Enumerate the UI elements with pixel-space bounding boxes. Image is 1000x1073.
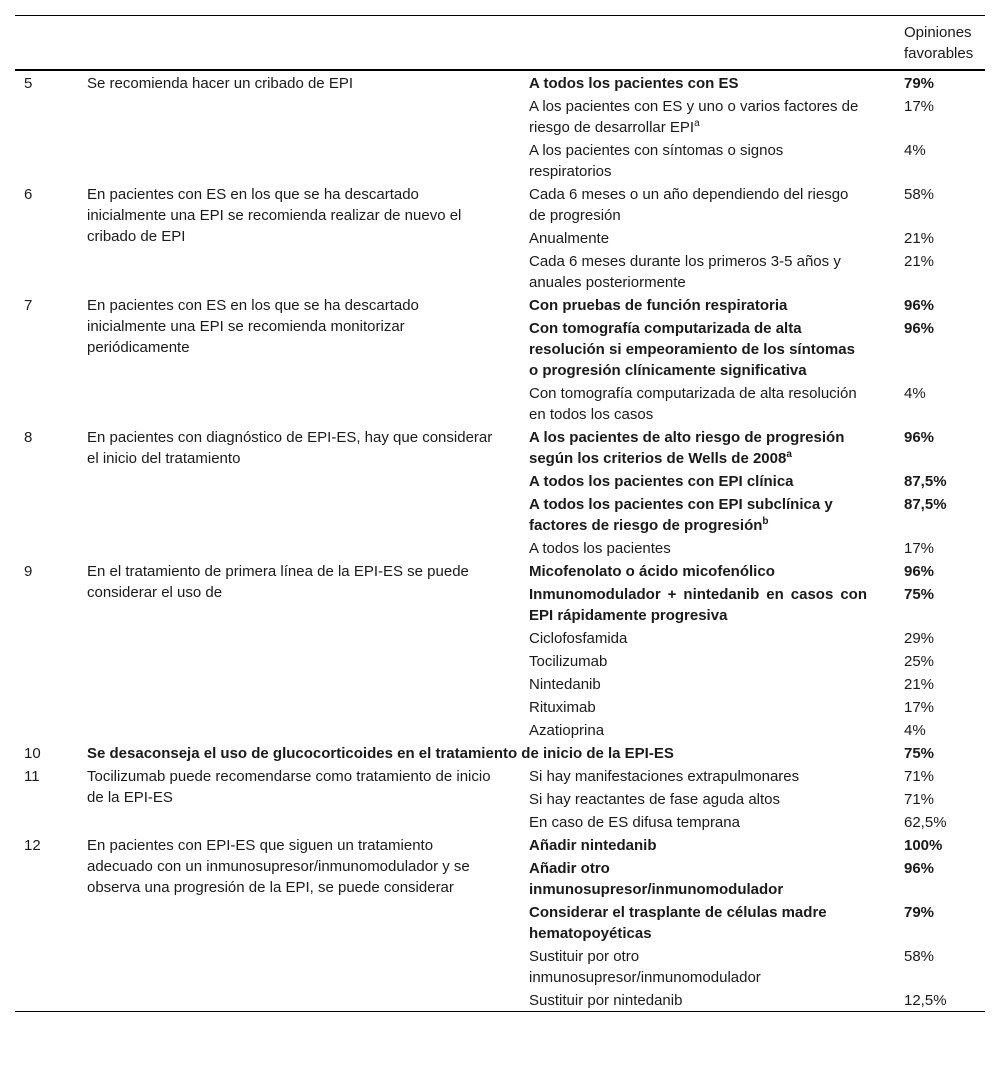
- consensus-table: [15, 15, 985, 1012]
- response-option: [529, 182, 897, 226]
- favorable-percent: 87,5%: [904, 496, 947, 513]
- favorable-percent: 21%: [904, 230, 935, 247]
- item-statement: En el tratamiento de primera línea de la EPI-ES se puede considerar el uso de: [87, 563, 469, 601]
- item-statement: Se desaconseja el uso de glucocorticoides en el tratamiento de inicio de la EPI-ES: [87, 745, 674, 762]
- item-statement: En pacientes con ES en los que se ha descartado inicialmente una EPI se recomienda monitorizar periódicamente: [87, 297, 419, 356]
- response-option: [529, 226, 897, 249]
- favorable-percent: 96%: [904, 563, 935, 580]
- item-number: 5: [24, 75, 33, 92]
- response-option: [529, 381, 897, 425]
- response-option-text: Con tomografía computarizada de alta resolución en todos los casos: [529, 385, 857, 423]
- response-option-text: Ciclofosfamida: [529, 630, 628, 647]
- response-option-text: Micofenolato o ácido micofenólico: [529, 563, 775, 580]
- response-option-text: Nintedanib: [529, 676, 601, 693]
- header-percent: [897, 16, 985, 71]
- favorable-percent: 25%: [904, 653, 935, 670]
- favorable-percent: 4%: [904, 142, 926, 159]
- response-option-text: A todos los pacientes con EPI subclínica y factores de riesgo de progresión: [529, 496, 833, 534]
- favorable-percent: 96%: [904, 860, 935, 877]
- header-statement: [87, 16, 529, 71]
- table-row: [15, 833, 985, 856]
- table-row: [15, 425, 985, 469]
- response-option: [529, 672, 897, 695]
- favorable-percent: 21%: [904, 253, 935, 270]
- favorable-percent: 21%: [904, 676, 935, 693]
- item-statement: En pacientes con EPI-ES que siguen un tratamiento adecuado con un inmunosupresor/inmunomodulador y se observa una progresión de la EPI, se puede considerar: [87, 837, 470, 896]
- favorable-percent: 96%: [904, 320, 935, 337]
- table-row: [15, 182, 985, 226]
- response-option-text: Con pruebas de función respiratoria: [529, 297, 788, 314]
- table-row: [15, 559, 985, 582]
- favorable-percent: 96%: [904, 429, 935, 446]
- response-option-text: Rituximab: [529, 699, 596, 716]
- header-row: [15, 16, 985, 71]
- favorable-percent: 96%: [904, 297, 935, 314]
- response-option-text: A los pacientes con ES y uno o varios factores de riesgo de desarrollar EPI: [529, 98, 859, 136]
- response-option-text: Azatioprina: [529, 722, 605, 739]
- table-row: [15, 741, 985, 764]
- favorable-percent: 29%: [904, 630, 935, 647]
- table-header: [15, 16, 985, 71]
- item-statement: Se recomienda hacer un cribado de EPI: [87, 75, 353, 92]
- footnote-marker: a: [786, 449, 792, 460]
- response-option: [529, 810, 897, 833]
- favorable-percent: 4%: [904, 385, 926, 402]
- item-number: 10: [24, 745, 41, 762]
- response-option-text: Anualmente: [529, 230, 610, 247]
- response-option-text: Sustituir por otro inmunosupresor/inmunomodulador: [529, 948, 761, 986]
- item-number: 12: [24, 837, 41, 854]
- item-number: 7: [24, 297, 33, 314]
- table-row: [15, 764, 985, 787]
- response-option-text: Considerar el trasplante de células madre hematopoyéticas: [529, 904, 827, 942]
- response-option: [529, 249, 897, 293]
- response-option-text: A los pacientes de alto riesgo de progresión según los criterios de Wells de 2008: [529, 429, 845, 467]
- favorable-percent: 79%: [904, 75, 935, 92]
- favorable-percent: 17%: [904, 98, 935, 115]
- response-option-text: A todos los pacientes con ES: [529, 75, 739, 92]
- header-num: [15, 16, 87, 71]
- item-number: 11: [24, 768, 40, 785]
- item-statement: Tocilizumab puede recomendarse como tratamiento de inicio de la EPI-ES: [87, 768, 491, 806]
- response-option: [529, 626, 897, 649]
- consensus-table-container: [15, 15, 985, 1012]
- response-option: [529, 492, 897, 536]
- table-row: [15, 70, 985, 94]
- response-option-text: Cada 6 meses durante los primeros 3-5 años y anuales posteriormente: [529, 253, 841, 291]
- response-option: [529, 695, 897, 718]
- response-option-text: Con tomografía computarizada de alta resolución si empeoramiento de los síntomas o progresión clínicamente significativa: [529, 320, 855, 379]
- response-option-text: A los pacientes con síntomas o signos respiratorios: [529, 142, 784, 180]
- response-option-text: Sustituir por nintedanib: [529, 992, 683, 1009]
- response-option: [529, 900, 897, 944]
- item-number: 8: [24, 429, 33, 446]
- favorable-percent: 79%: [904, 904, 935, 921]
- favorable-percent: 71%: [904, 768, 935, 785]
- favorable-percent: 17%: [904, 699, 935, 716]
- response-option-text: Añadir nintedanib: [529, 837, 657, 854]
- response-option: [529, 582, 897, 626]
- response-option-text: A todos los pacientes: [529, 540, 671, 557]
- favorable-percent: 75%: [904, 586, 935, 603]
- response-option: [529, 138, 897, 182]
- favorable-percent: 87,5%: [904, 473, 947, 490]
- favorable-percent: 62,5%: [904, 814, 947, 831]
- response-option-text: Si hay reactantes de fase aguda altos: [529, 791, 781, 808]
- footnote-marker: b: [762, 516, 769, 527]
- response-option: [529, 718, 897, 741]
- response-option: [529, 70, 897, 94]
- item-number: 6: [24, 186, 33, 203]
- item-statement: En pacientes con ES en los que se ha descartado inicialmente una EPI se recomienda realizar de nuevo el cribado de EPI: [87, 186, 462, 245]
- header-percent-line1: Opiniones: [904, 24, 972, 41]
- response-option-text: En caso de ES difusa temprana: [529, 814, 740, 831]
- response-option: [529, 856, 897, 900]
- favorable-percent: 4%: [904, 722, 926, 739]
- response-option-text: Cada 6 meses o un año dependiendo del riesgo de progresión: [529, 186, 849, 224]
- response-option: [529, 944, 897, 988]
- favorable-percent: 58%: [904, 948, 935, 965]
- header-option: [529, 16, 897, 71]
- favorable-percent: 12,5%: [904, 992, 947, 1009]
- response-option: [529, 316, 897, 381]
- response-option: [529, 425, 897, 469]
- favorable-percent: 17%: [904, 540, 935, 557]
- response-option-text: Tocilizumab: [529, 653, 608, 670]
- item-number: 9: [24, 563, 33, 580]
- response-option: [529, 764, 897, 787]
- table-row: [15, 293, 985, 316]
- response-option-text: A todos los pacientes con EPI clínica: [529, 473, 794, 490]
- response-option-text: Añadir otro inmunosupresor/inmunomodulador: [529, 860, 784, 898]
- response-option: [529, 536, 897, 559]
- response-option-text: Inmunomodulador + nintedanib en casos con EPI rápidamente progresiva: [529, 586, 867, 624]
- favorable-percent: 71%: [904, 791, 935, 808]
- response-option: [529, 649, 897, 672]
- favorable-percent: 100%: [904, 837, 943, 854]
- response-option: [529, 787, 897, 810]
- favorable-percent: 58%: [904, 186, 935, 203]
- response-option: [529, 988, 897, 1012]
- response-option: [529, 833, 897, 856]
- response-option: [529, 94, 897, 138]
- table-body: [15, 70, 985, 1012]
- response-option: [529, 293, 897, 316]
- favorable-percent: 75%: [904, 745, 935, 762]
- footnote-marker: a: [694, 118, 700, 129]
- response-option-text: Si hay manifestaciones extrapulmonares: [529, 768, 800, 785]
- header-percent-line2: favorables: [904, 45, 974, 62]
- item-statement: En pacientes con diagnóstico de EPI-ES, hay que considerar el inicio del tratamiento: [87, 429, 493, 467]
- response-option: [529, 469, 897, 492]
- response-option: [529, 559, 897, 582]
